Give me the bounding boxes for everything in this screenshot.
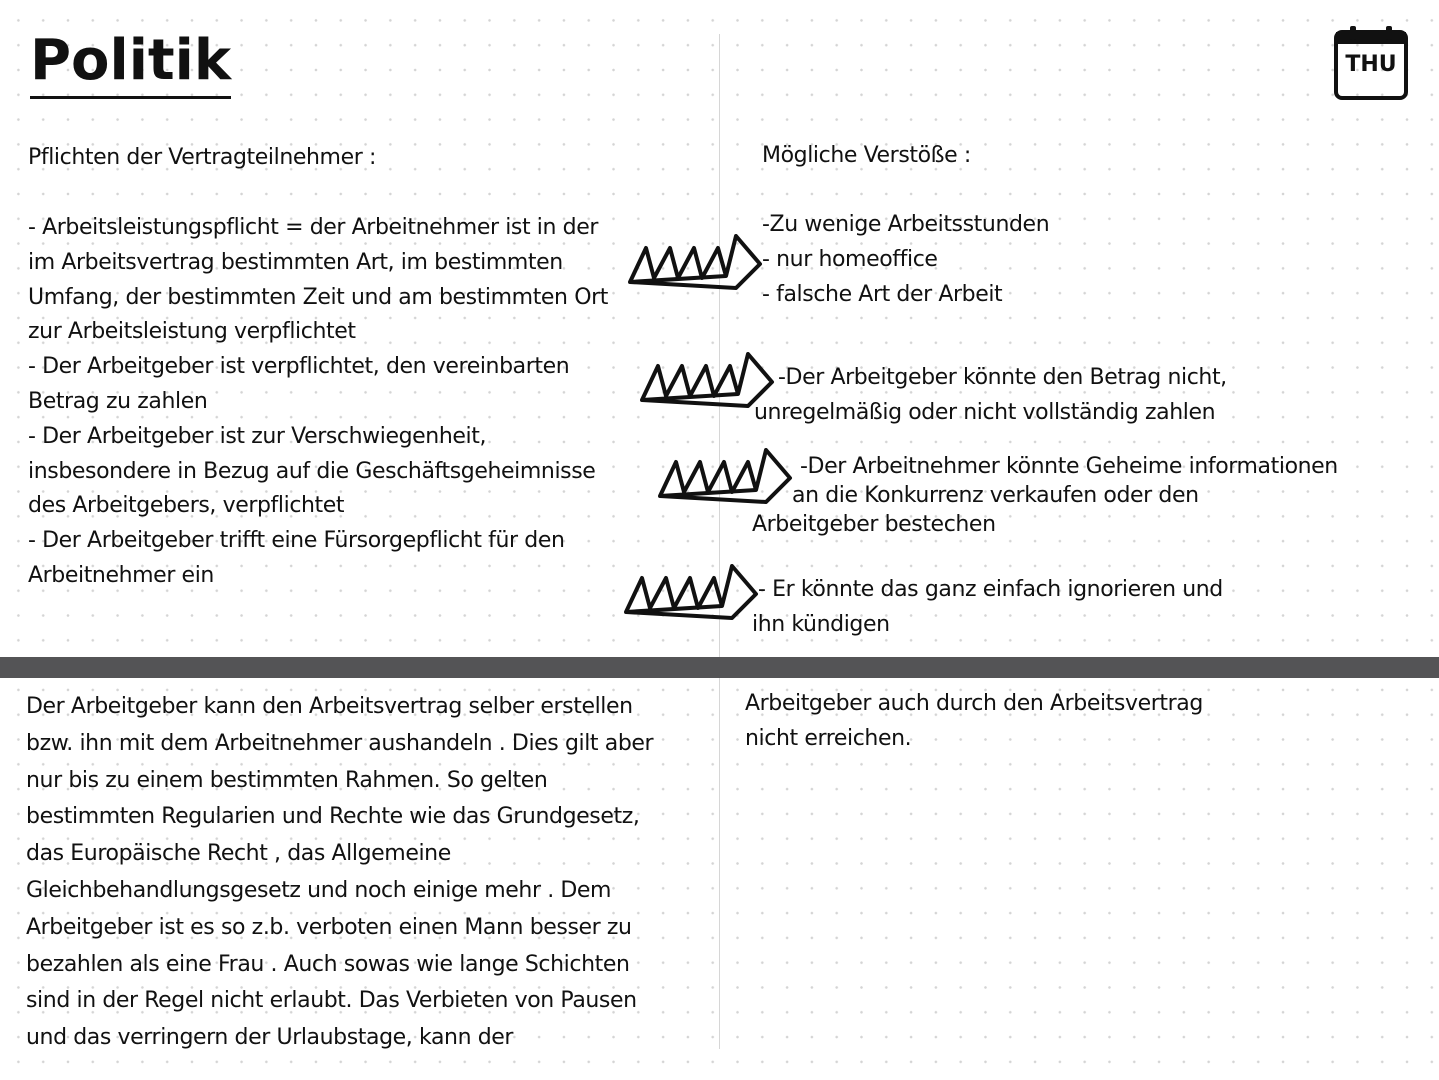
duties-line: Umfang, der bestimmten Zeit und am bestimmten Ort <box>28 284 608 310</box>
calendar-icon <box>1334 26 1408 100</box>
violations-heading: Mögliche Verstöße : <box>762 143 971 168</box>
paragraph-line: bestimmten Regularien und Rechte wie das Grundgesetz, <box>26 804 640 830</box>
contract-paragraph-continued <box>745 687 1203 757</box>
paragraph-line: nur bis zu einem bestimmten Rahmen. So gelten <box>26 767 548 793</box>
paragraph-line: Arbeitgeber ist es so z.b. verboten einen Mann besser zu <box>26 914 632 940</box>
paragraph-line: bezahlen als eine Frau . Auch sowas wie lange Schichten <box>26 951 630 977</box>
violation-line: an die Konkurrenz verkaufen oder den <box>792 483 1199 508</box>
page-title: Politik <box>30 26 231 99</box>
zigzag-arrow-icon <box>654 440 804 510</box>
paragraph-line: nicht erreichen. <box>745 725 912 751</box>
duties-line: zur Arbeitsleistung verpflichtet <box>28 319 356 345</box>
duties-line: des Arbeitgebers, verpflichtet <box>28 493 345 519</box>
calendar-day-label: THU <box>1345 52 1397 77</box>
violation-line: - Er könnte das ganz einfach ignorieren und <box>758 577 1223 602</box>
duties-line: Betrag zu zahlen <box>28 388 208 414</box>
paragraph-line: Arbeitgeber auch durch den Arbeitsvertrag <box>745 691 1203 716</box>
contract-paragraph <box>26 689 653 1057</box>
zigzag-arrow-icon <box>624 226 774 296</box>
violation-line: unregelmäßig oder nicht vollständig zahlen <box>754 399 1216 425</box>
zigzag-arrow-icon <box>620 556 770 626</box>
violation-line: ihn kündigen <box>752 611 890 637</box>
violation-line: -Der Arbeitnehmer könnte Geheime informationen <box>800 454 1338 479</box>
violation-line: Arbeitgeber bestechen <box>752 512 996 537</box>
zigzag-arrow-icon <box>636 344 786 414</box>
duties-line: im Arbeitsvertrag bestimmten Art, im bestimmten <box>28 249 563 275</box>
violation-line: - falsche Art der Arbeit <box>762 281 1003 307</box>
violations-group-2 <box>754 361 1227 431</box>
duties-list <box>28 211 608 594</box>
duties-line: - Der Arbeitgeber ist verpflichtet, den vereinbarten <box>28 354 570 380</box>
violations-group-1 <box>762 208 1049 312</box>
paragraph-line: bzw. ihn mit dem Arbeitnehmer aushandeln . Dies gilt aber <box>26 730 654 756</box>
duties-line: insbesondere in Bezug auf die Geschäftsgeheimnisse <box>28 458 596 484</box>
duties-line: Arbeitnehmer ein <box>28 562 214 588</box>
violations-group-3 <box>752 452 1338 539</box>
section-divider-bar <box>0 657 1439 678</box>
paragraph-line: und das verringern der Urlaubstage, kann der <box>26 1025 514 1051</box>
duties-line: - Der Arbeitgeber ist zur Verschwiegenheit, <box>28 423 487 449</box>
violation-line: -Der Arbeitgeber könnte den Betrag nicht, <box>778 365 1227 390</box>
violation-line: - nur homeoffice <box>762 246 938 272</box>
paragraph-line: Gleichbehandlungsgesetz und noch einige mehr . Dem <box>26 877 612 903</box>
paragraph-line: das Europäische Recht , das Allgemeine <box>26 841 451 867</box>
paragraph-line: sind in der Regel nicht erlaubt. Das Verbieten von Pausen <box>26 988 637 1014</box>
duties-line: - Der Arbeitgeber trifft eine Fürsorgepflicht für den <box>28 528 565 554</box>
paragraph-line: Der Arbeitgeber kann den Arbeitsvertrag selber erstellen <box>26 694 633 719</box>
violations-group-4 <box>752 573 1223 643</box>
violation-line: -Zu wenige Arbeitsstunden <box>762 212 1050 237</box>
column-divider <box>719 34 720 1049</box>
duties-heading: Pflichten der Vertragteilnehmer : <box>28 145 376 170</box>
duties-line: - Arbeitsleistungspflicht = der Arbeitnehmer ist in der <box>28 215 598 240</box>
